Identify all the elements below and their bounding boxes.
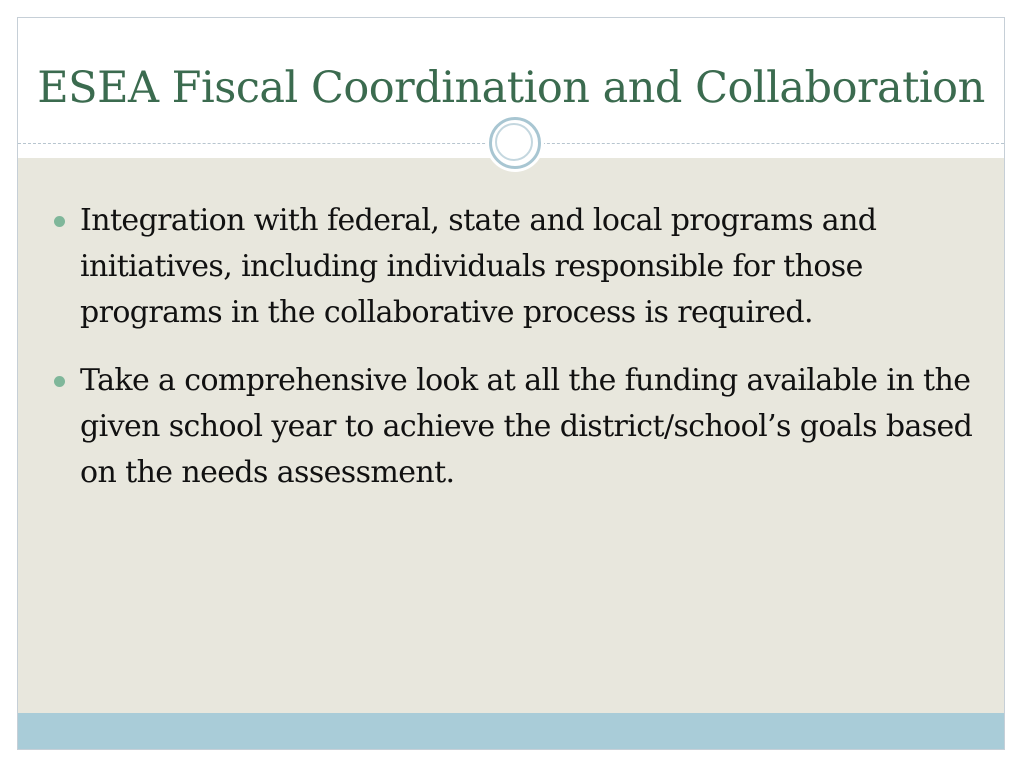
slide-title: ESEA Fiscal Coordination and Collaboration: [37, 63, 985, 113]
bullet-text: Take a comprehensive look at all the funding available in the given school year to achieve the district/school’s goals based on the needs assessment.: [80, 363, 973, 490]
bullet-dot-icon: [54, 216, 65, 227]
ring-inner: [495, 123, 533, 161]
bullet-text: Integration with federal, state and local programs and initiatives, including individuals responsible for those programs in the collaborative process is required.: [80, 203, 877, 330]
ring-outer: [489, 117, 541, 169]
ring-ornament-icon: [486, 114, 544, 172]
footer-band: [18, 713, 1004, 749]
bullet-item: [54, 198, 984, 336]
bullet-item: [54, 358, 984, 496]
bullet-list: [54, 198, 984, 518]
slide: [17, 17, 1005, 750]
bullet-dot-icon: [54, 376, 65, 387]
